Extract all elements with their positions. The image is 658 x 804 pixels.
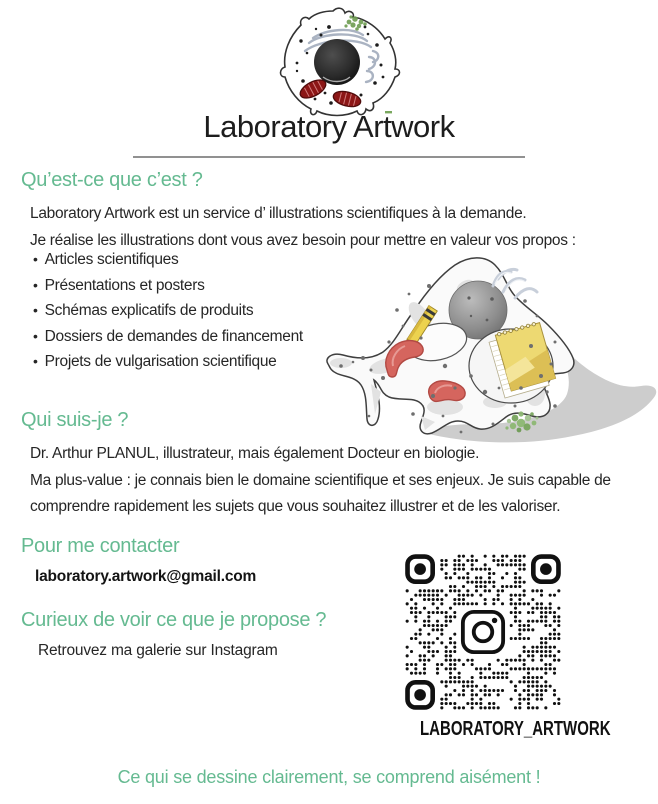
eukaryotic-cell-illustration [271, 5, 411, 117]
page-title: Laboratory Artwork [203, 109, 455, 144]
section-heading-who: Qui suis-je ? [21, 409, 129, 431]
what-line-1: Laboratory Artwork est un service d’ illustrations scientifiques à la demande. [30, 205, 527, 222]
who-paragraph [30, 441, 611, 521]
list-item: • Présentations et posters [33, 273, 303, 299]
qr-finder-top-left [408, 557, 433, 582]
list-item: • Schémas explicatifs de produits [33, 298, 303, 324]
what-line-2: Je réalise les illustrations dont vous avez besoin pour mettre en valeur vos propos : [30, 232, 576, 249]
nucleus [314, 39, 360, 85]
instagram-qr-code [405, 554, 561, 710]
section-heading-gallery: Curieux de voir ce que je propose ? [21, 609, 327, 631]
qr-finder-bottom-left [408, 682, 433, 707]
amoeba-cell-illustration [325, 246, 658, 448]
email-address: laboratory.artwork@gmail.com [35, 568, 257, 585]
who-line-1: Dr. Arthur PLANUL, illustrateur, mais également Docteur en biologie. [30, 445, 480, 462]
list-item: • Articles scientifiques [33, 247, 303, 273]
instagram-icon [456, 605, 509, 658]
section-heading-contact: Pour me contacter [21, 535, 180, 557]
instagram-handle: LABORATORY_ARTWORK [420, 718, 611, 740]
who-line-3: comprendre rapidement les sujets que vous souhaitez illustrer et de les valoriser. [30, 498, 561, 515]
tagline: Ce qui se dessine clairement, se comprend aisément ! [117, 767, 541, 787]
qr-finder-top-right [533, 557, 558, 582]
who-line-2: Ma plus-value : je connais bien le domaine scientifique et ses enjeux. Je suis capable de [30, 471, 611, 489]
title-divider [133, 156, 525, 158]
gallery-line: Retrouvez ma galerie sur Instagram [38, 642, 278, 659]
list-item: • Dossiers de demandes de financement [33, 324, 303, 350]
section-heading-what: Qu’est-ce que c’est ? [21, 169, 203, 191]
list-item: • Projets de vulgarisation scientifique [33, 349, 303, 375]
services-list [33, 247, 303, 375]
